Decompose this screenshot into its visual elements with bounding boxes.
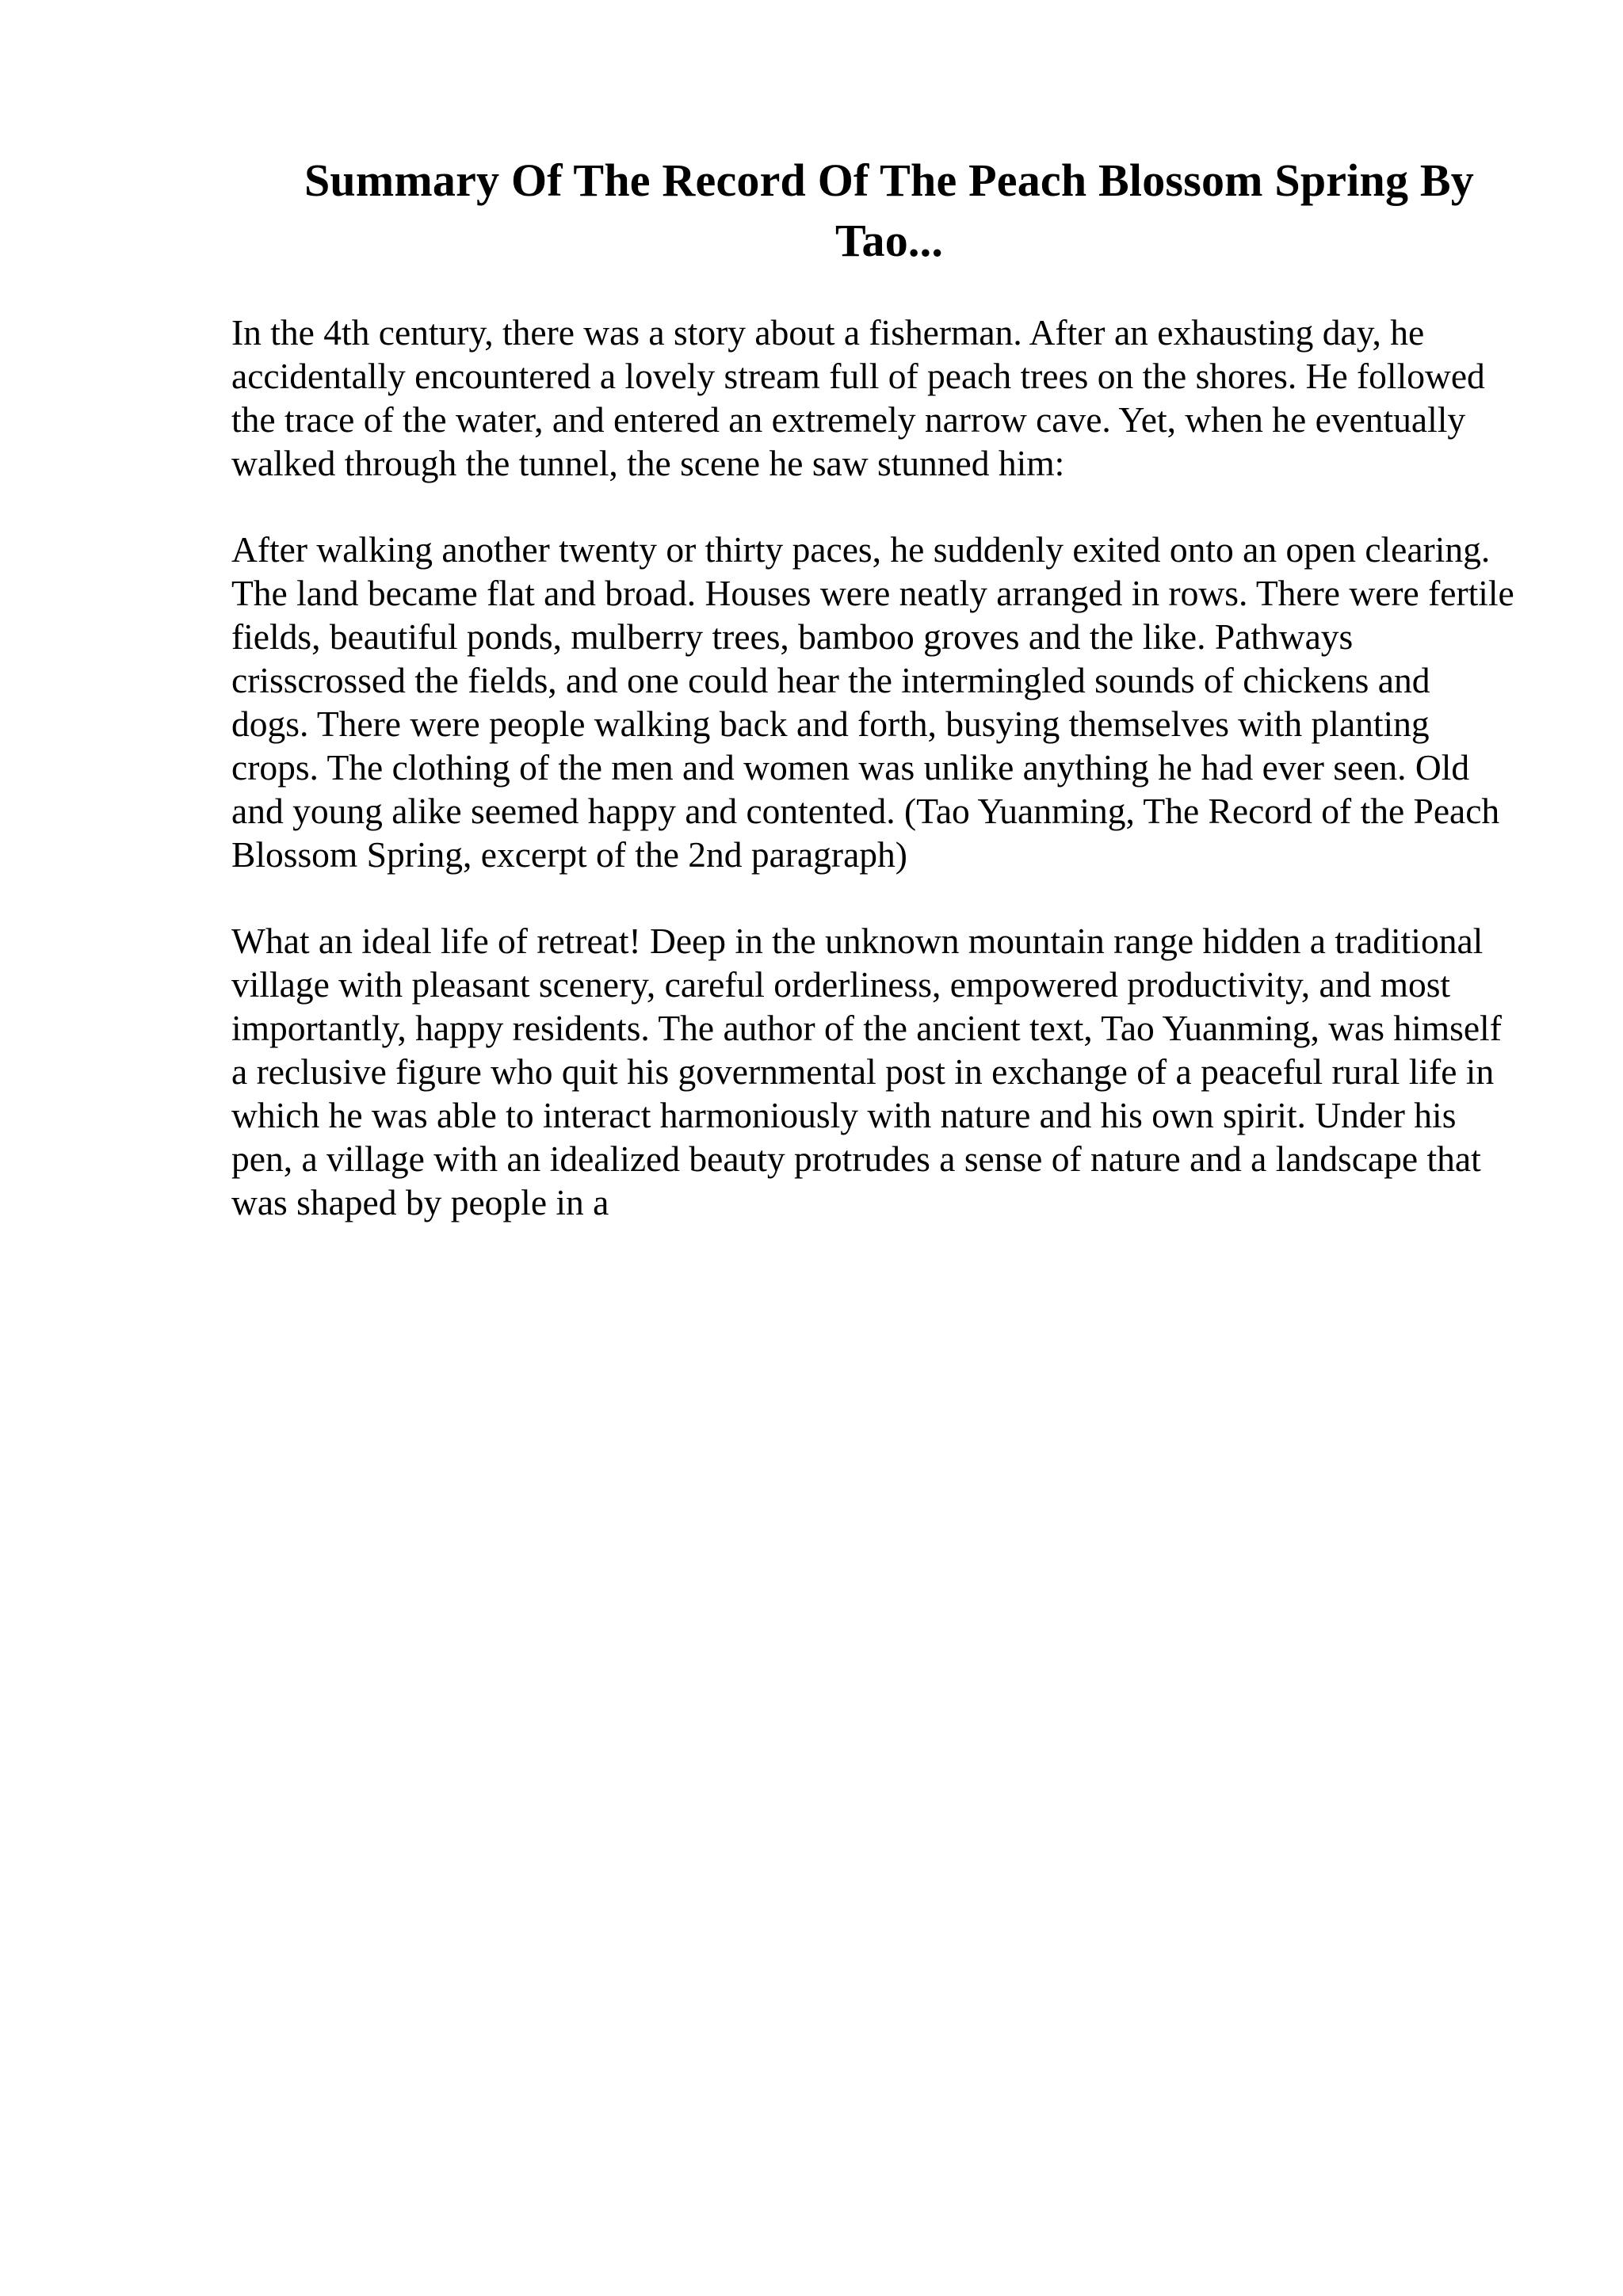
paragraph-intro: In the 4th century, there was a story about a fisherman. After an exhausting day, he accidentally encountered a lovely stream full of peach trees on the shores. He followed the trace of the water, and entered an extremely narrow cave. Yet, when he eventually walked through the tunnel, the scene he saw stunned him: xyxy=(231,312,1485,483)
document-content xyxy=(231,151,1515,1224)
paragraph-excerpt: After walking another twenty or thirty paces, he suddenly exited onto an open clearing. The land became flat and broad. Houses were neatly arranged in rows. There were fertile fields, beautiful ponds, mulberry trees, bamboo groves and the like. Pathways crisscrossed the fields, and one could hear the intermingled sounds of chickens and dogs. There were people walking back and forth, busying themselves with planting crops. The clothing of the men and women was unlike anything he had ever seen. Old and young alike seemed happy and contented. (Tao Yuanming, The Record of the Peach Blossom Spring, excerpt of the 2nd paragraph) xyxy=(231,529,1514,875)
document-body xyxy=(231,311,1515,1224)
document-title: Summary Of The Record Of The Peach Blossom Spring By Tao... xyxy=(304,154,1475,266)
paragraph-analysis: What an ideal life of retreat! Deep in the unknown mountain range hidden a traditional village with pleasant scenery, careful orderliness, empowered productivity, and most importantly, happy residents. The author of the ancient text, Tao Yuanming, was himself a reclusive figure who quit his governmental post in exchange of a peaceful rural life in which he was able to interact harmoniously with nature and his own spirit. Under his pen, a village with an idealized beauty protrudes a sense of nature and a landscape that was shaped by people in a xyxy=(231,921,1502,1222)
